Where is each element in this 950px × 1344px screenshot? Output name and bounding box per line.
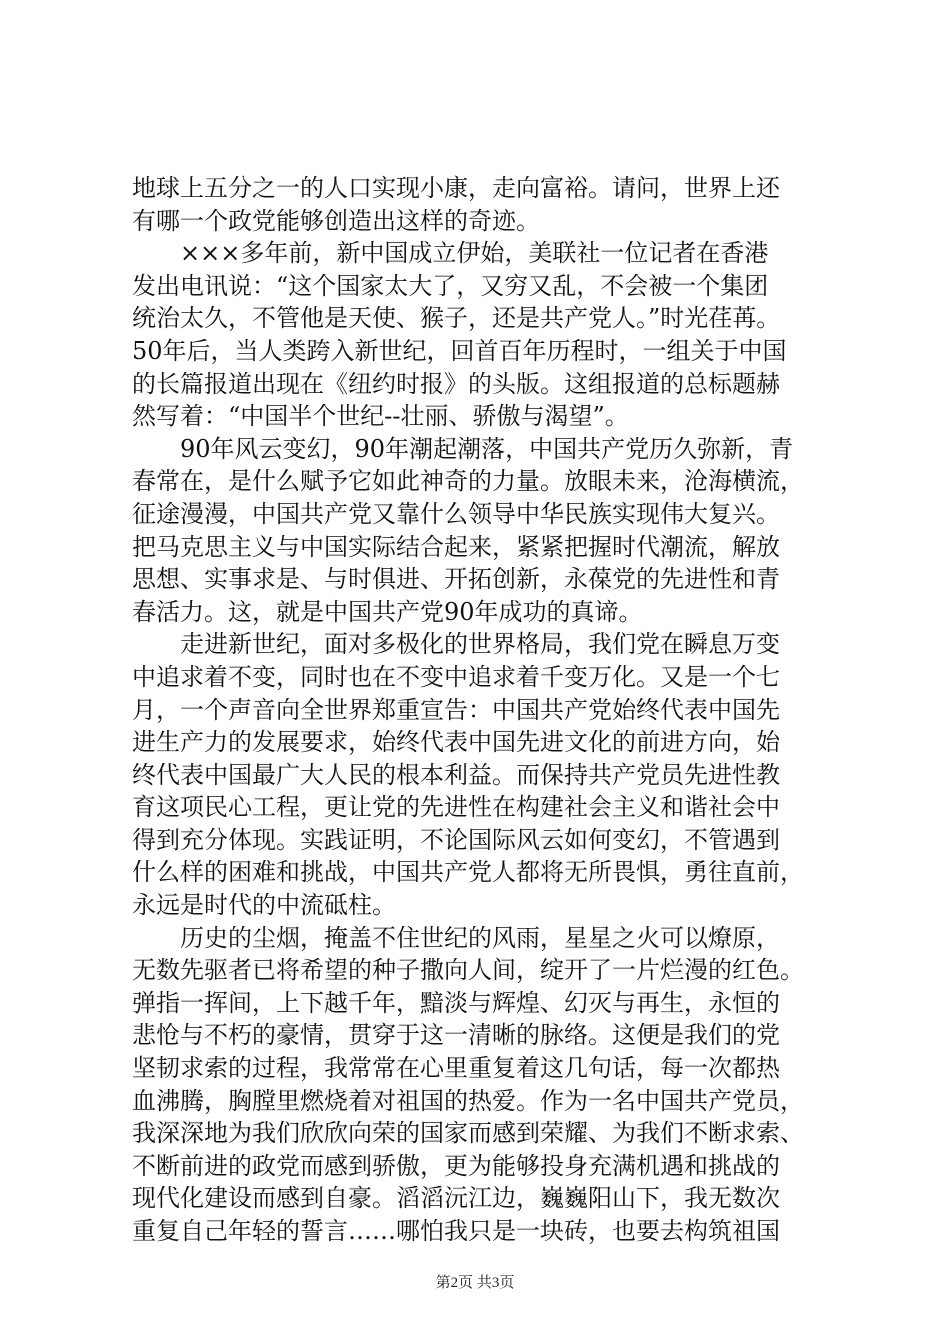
- text-line: 重复自己年轻的誓言……哪怕我只是一块砖，也要去构筑祖国: [132, 1217, 780, 1245]
- body-text: [132, 172, 850, 1248]
- text-line: 思想、实事求是、与时俱进、开拓创新，永葆党的先进性和青: [132, 565, 780, 594]
- text-line: 育这项民心工程，更让党的先进性在构建社会主义和谐社会中: [132, 793, 780, 822]
- text-line: 90年风云变幻，90年潮起潮落，中国共产党历久弥新，青: [180, 434, 794, 463]
- text-line: 月，一个声音向全世界郑重宣告：中国共产党始终代表中国先: [132, 695, 780, 724]
- text-line: 走进新世纪，面对多极化的世界格局，我们党在瞬息万变: [180, 630, 780, 659]
- text-line: 什么样的困难和挑战，中国共产党人都将无所畏惧，勇往直前，: [132, 858, 804, 887]
- text-line: 现代化建设而感到自豪。滔滔沅江边，巍巍阳山下，我无数次: [132, 1184, 780, 1213]
- text-line: 血沸腾，胸膛里燃烧着对祖国的热爱。作为一名中国共产党员，: [132, 1086, 804, 1115]
- text-line: 春活力。这，就是中国共产党90年成功的真谛。: [132, 597, 643, 626]
- text-line: 历史的尘烟，掩盖不住世纪的风雨，星星之火可以燎原，: [180, 923, 780, 952]
- text-line: 终代表中国最广大人民的根本利益。而保持共产党员先进性教: [132, 760, 780, 789]
- text-line: 得到充分体现。实践证明，不论国际风云如何变幻，不管遇到: [132, 825, 780, 854]
- text-line: 发出电讯说：“这个国家太大了，又穷又乱，不会被一个集团: [132, 271, 769, 300]
- text-line: 坚韧求索的过程，我常常在心里重复着这几句话，每一次都热: [132, 1054, 780, 1083]
- text-line: 悲怆与不朽的豪情，贯穿于这一清晰的脉络。这便是我们的党: [132, 1021, 780, 1050]
- text-line: 无数先驱者已将希望的种子撒向人间，绽开了一片烂漫的红色。: [132, 956, 804, 985]
- text-line: ×××多年前，新中国成立伊始，美联社一位记者在香港: [180, 239, 769, 268]
- page-footer: 第2页 共3页: [435, 1275, 515, 1291]
- text-line: 征途漫漫，中国共产党又靠什么领导中华民族实现伟大复兴。: [132, 499, 780, 528]
- text-line: 不断前进的政党而感到骄傲，更为能够投身充满机遇和挑战的: [132, 1151, 780, 1180]
- text-line: 有哪一个政党能够创造出这样的奇迹。: [132, 206, 540, 235]
- text-line: 弹指一挥间，上下越千年，黯淡与辉煌、幻灭与再生，永恒的: [132, 988, 780, 1017]
- text-line: 地球上五分之一的人口实现小康，走向富裕。请问，世界上还: [132, 174, 780, 202]
- text-line: 中追求着不变，同时也在不变中追求着千变万化。又是一个七: [132, 662, 780, 691]
- text-line: 永远是时代的中流砥柱。: [132, 891, 396, 920]
- text-line: 我深深地为我们欣欣向荣的国家而感到荣耀、为我们不断求索、: [132, 1119, 804, 1148]
- text-line: 的长篇报道出现在《纽约时报》的头版。这组报道的总标题赫: [132, 369, 780, 398]
- text-line: 统治太久，不管他是天使、猴子，还是共产党人。”时光荏苒。: [132, 304, 781, 333]
- text-line: 50年后，当人类跨入新世纪，回首百年历程时，一组关于中国: [132, 336, 787, 365]
- text-line: 春常在，是什么赋予它如此神奇的力量。放眼未来，沧海横流，: [132, 467, 804, 496]
- text-line: 进生产力的发展要求，始终代表中国先进文化的前进方向，始: [132, 728, 780, 757]
- text-line: 把马克思主义与中国实际结合起来，紧紧把握时代潮流，解放: [132, 532, 780, 561]
- text-line: 然写着：“中国半个世纪--壮丽、骄傲与渴望”。: [132, 402, 629, 431]
